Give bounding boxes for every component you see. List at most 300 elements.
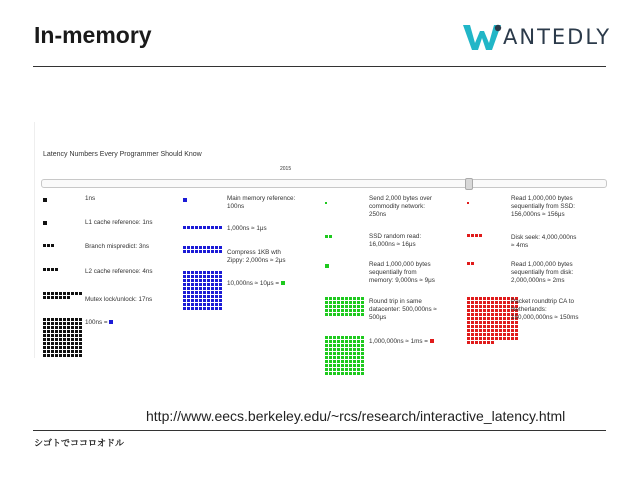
latency-cell (43, 330, 46, 333)
latency-cell (325, 356, 328, 359)
latency-cell (357, 360, 360, 363)
latency-cell (63, 350, 66, 353)
latency-cell (211, 271, 214, 274)
latency-cell (491, 341, 494, 344)
latency-cell (207, 275, 210, 278)
latency-cell (47, 334, 50, 337)
latency-cell (345, 348, 348, 351)
latency-cell (211, 246, 214, 249)
latency-cell (333, 360, 336, 363)
latency-cell (471, 297, 474, 300)
latency-cell (329, 301, 332, 304)
latency-cell (211, 275, 214, 278)
latency-cell (183, 295, 186, 298)
latency-cell (191, 307, 194, 310)
latency-cell (43, 326, 46, 329)
latency-cell (515, 329, 518, 332)
latency-cell (187, 299, 190, 302)
latency-cell (361, 309, 364, 312)
latency-cell (59, 346, 62, 349)
latency-cell (341, 301, 344, 304)
block-l2-cache (43, 268, 58, 271)
year-slider[interactable] (41, 179, 607, 188)
latency-cell (59, 296, 62, 299)
latency-cell (361, 301, 364, 304)
latency-cell (43, 334, 46, 337)
latency-cell (183, 246, 186, 249)
latency-cell (515, 325, 518, 328)
latency-cell (333, 352, 336, 355)
latency-cell (503, 301, 506, 304)
latency-cell (345, 372, 348, 375)
block-10us (183, 271, 222, 310)
latency-cell (345, 344, 348, 347)
label-mutex: Mutex lock/unlock: 17ns (85, 296, 153, 303)
latency-cell (487, 313, 490, 316)
year-slider-thumb[interactable] (465, 178, 473, 190)
latency-cell (79, 330, 82, 333)
latency-cell (337, 348, 340, 351)
latency-cell (71, 334, 74, 337)
latency-cell (183, 307, 186, 310)
latency-cell (63, 292, 66, 295)
latency-cell (503, 325, 506, 328)
latency-cell (507, 325, 510, 328)
latency-cell (353, 305, 356, 308)
latency-cell (59, 334, 62, 337)
latency-cell (357, 313, 360, 316)
latency-cell (491, 325, 494, 328)
latency-cell (341, 368, 344, 371)
latency-cell (329, 348, 332, 351)
label-ssd-random: SSD random read: 16,000ns ≈ 16μs (369, 233, 422, 248)
latency-cell (467, 325, 470, 328)
latency-cell (467, 329, 470, 332)
latency-cell (43, 338, 46, 341)
latency-cell (195, 303, 198, 306)
latency-cell (475, 333, 478, 336)
latency-cell (467, 234, 470, 237)
latency-cell (361, 364, 364, 367)
latency-cell (219, 275, 222, 278)
block-1us (183, 226, 222, 229)
top-divider (33, 66, 606, 67)
latency-cell (195, 250, 198, 253)
latency-cell (345, 364, 348, 367)
latency-screenshot (34, 122, 606, 358)
latency-cell (353, 368, 356, 371)
latency-cell (207, 295, 210, 298)
latency-cell (63, 338, 66, 341)
latency-cell (75, 346, 78, 349)
latency-cell (341, 364, 344, 367)
latency-cell (183, 299, 186, 302)
latency-cell (51, 244, 54, 247)
latency-cell (341, 297, 344, 300)
latency-cell (503, 317, 506, 320)
latency-cell (475, 325, 478, 328)
latency-cell (345, 352, 348, 355)
latency-cell (325, 336, 328, 339)
latency-cell (341, 305, 344, 308)
latency-cell (487, 321, 490, 324)
latency-cell (59, 330, 62, 333)
latency-cell (67, 354, 70, 357)
latency-cell (187, 283, 190, 286)
latency-cell (47, 342, 50, 345)
latency-cell (75, 318, 78, 321)
latency-cell (79, 342, 82, 345)
latency-cell (345, 356, 348, 359)
latency-cell (337, 301, 340, 304)
latency-cell (199, 295, 202, 298)
source-link[interactable]: http://www.eecs.berkeley.edu/~rcs/research/interactive_latency.html (146, 408, 566, 424)
latency-cell (203, 279, 206, 282)
latency-cell (357, 368, 360, 371)
latency-cell (187, 250, 190, 253)
latency-cell (55, 326, 58, 329)
latency-cell (357, 301, 360, 304)
latency-cell (75, 338, 78, 341)
wantedly-w-icon (463, 23, 503, 51)
latency-cell (199, 271, 202, 274)
label-1us: 1,000ns ≈ 1μs (227, 225, 267, 232)
latency-cell (51, 268, 54, 271)
latency-cell (199, 307, 202, 310)
latency-cell (467, 305, 470, 308)
latency-cell (353, 340, 356, 343)
latency-cell (55, 338, 58, 341)
latency-cell (475, 297, 478, 300)
latency-cell (325, 364, 328, 367)
latency-cell (187, 271, 190, 274)
latency-cell (333, 340, 336, 343)
latency-cell (79, 354, 82, 357)
latency-cell (467, 301, 470, 304)
label-l1-cache: L1 cache reference: 1ns (85, 219, 153, 226)
latency-cell (345, 309, 348, 312)
block-1ns (43, 198, 47, 202)
latency-cell (55, 296, 58, 299)
latency-cell (507, 305, 510, 308)
latency-cell (191, 246, 194, 249)
latency-cell (67, 296, 70, 299)
latency-cell (341, 336, 344, 339)
latency-cell (325, 340, 328, 343)
latency-cell (499, 297, 502, 300)
latency-cell (349, 297, 352, 300)
latency-cell (341, 372, 344, 375)
block-ssd-random (325, 235, 332, 238)
latency-cell (507, 329, 510, 332)
latency-cell (483, 329, 486, 332)
latency-cell (211, 279, 214, 282)
latency-cell (199, 291, 202, 294)
latency-cell (55, 330, 58, 333)
latency-cell (187, 287, 190, 290)
latency-cell (47, 244, 50, 247)
latency-cell (495, 317, 498, 320)
latency-cell (67, 342, 70, 345)
latency-cell (203, 291, 206, 294)
latency-cell (475, 301, 478, 304)
latency-cell (475, 234, 478, 237)
latency-cell (357, 309, 360, 312)
latency-cell (337, 340, 340, 343)
label-ssd-sequential: Read 1,000,000 bytes sequentially from SSD: 156,000ns ≈ 156μs (511, 195, 576, 218)
latency-cell (75, 350, 78, 353)
latency-cell (345, 360, 348, 363)
label-10us (227, 280, 285, 288)
block-l1-cache (43, 221, 47, 225)
latency-cell (191, 275, 194, 278)
latency-cell (337, 344, 340, 347)
legend-green-square (281, 281, 285, 285)
latency-cell (341, 360, 344, 363)
latency-cell (349, 364, 352, 367)
latency-cell (191, 291, 194, 294)
latency-cell (43, 296, 46, 299)
latency-cell (51, 322, 54, 325)
latency-cell (337, 336, 340, 339)
latency-cell (195, 295, 198, 298)
latency-cell (203, 299, 206, 302)
latency-cell (337, 356, 340, 359)
latency-cell (491, 297, 494, 300)
latency-cell (471, 317, 474, 320)
latency-cell (341, 313, 344, 316)
latency-cell (353, 313, 356, 316)
latency-cell (337, 368, 340, 371)
latency-cell (353, 352, 356, 355)
latency-cell (349, 356, 352, 359)
latency-cell (183, 226, 186, 229)
latency-cell (503, 321, 506, 324)
latency-cell (471, 333, 474, 336)
latency-cell (333, 344, 336, 347)
label-100ns-text: 100ns = (85, 319, 110, 326)
latency-cell (325, 297, 328, 300)
latency-cell (219, 279, 222, 282)
latency-cell (349, 340, 352, 343)
latency-cell (491, 317, 494, 320)
latency-cell (71, 330, 74, 333)
label-branch-mispredict: Branch mispredict: 3ns (85, 243, 150, 250)
latency-cell (337, 309, 340, 312)
latency-cell (325, 313, 328, 316)
latency-cell (219, 283, 222, 286)
latency-cell (215, 250, 218, 253)
latency-cell (491, 321, 494, 324)
latency-cell (475, 313, 478, 316)
latency-cell (207, 279, 210, 282)
latency-cell (203, 246, 206, 249)
latency-cell (211, 250, 214, 253)
latency-cell (471, 337, 474, 340)
latency-cell (507, 313, 510, 316)
latency-cell (63, 334, 66, 337)
latency-cell (499, 301, 502, 304)
latency-cell (499, 321, 502, 324)
latency-cell (467, 317, 470, 320)
label-10us-text: 10,000ns ≈ 10μs = (227, 280, 281, 287)
latency-cell (71, 326, 74, 329)
latency-cell (195, 307, 198, 310)
latency-cell (187, 275, 190, 278)
latency-cell (59, 354, 62, 357)
latency-cell (195, 299, 198, 302)
latency-cell (491, 301, 494, 304)
latency-cell (495, 313, 498, 316)
latency-cell (491, 329, 494, 332)
legend-blue-square (109, 320, 113, 324)
latency-cell (361, 344, 364, 347)
latency-cell (199, 226, 202, 229)
latency-cell (211, 303, 214, 306)
latency-cell (51, 350, 54, 353)
latency-cell (199, 275, 202, 278)
latency-cell (67, 350, 70, 353)
latency-cell (329, 336, 332, 339)
latency-cell (325, 344, 328, 347)
latency-cell (345, 297, 348, 300)
latency-cell (357, 356, 360, 359)
latency-cell (499, 337, 502, 340)
latency-cell (511, 337, 514, 340)
latency-cell (479, 341, 482, 344)
latency-cell (341, 352, 344, 355)
latency-cell (341, 348, 344, 351)
latency-cell (487, 317, 490, 320)
latency-cell (467, 333, 470, 336)
latency-cell (479, 317, 482, 320)
latency-cell (55, 268, 58, 271)
latency-cell (59, 326, 62, 329)
latency-cell (353, 348, 356, 351)
latency-cell (495, 301, 498, 304)
latency-cell (361, 360, 364, 363)
latency-cell (515, 333, 518, 336)
block-mutex (43, 292, 82, 299)
label-disk-read: Read 1,000,000 bytes sequentially from disk: 2,000,000ns ≈ 2ms (511, 261, 574, 284)
latency-cell (333, 297, 336, 300)
latency-cell (207, 299, 210, 302)
block-zippy (183, 246, 222, 253)
latency-cell (215, 291, 218, 294)
latency-cell (187, 307, 190, 310)
latency-cell (199, 279, 202, 282)
latency-cell (215, 299, 218, 302)
latency-cell (333, 348, 336, 351)
latency-cell (361, 340, 364, 343)
latency-cell (337, 352, 340, 355)
latency-cell (479, 301, 482, 304)
latency-cell (329, 360, 332, 363)
latency-cell (43, 244, 46, 247)
latency-cell (349, 368, 352, 371)
latency-cell (483, 297, 486, 300)
label-packet-roundtrip: Packet roundtrip CA to Netherlands: 150,000,000ns ≈ 150ms (511, 298, 579, 321)
latency-cell (487, 325, 490, 328)
latency-cell (333, 364, 336, 367)
latency-cell (207, 271, 210, 274)
latency-cell (55, 292, 58, 295)
block-read-memory (325, 264, 329, 268)
latency-cell (349, 336, 352, 339)
latency-cell (187, 291, 190, 294)
latency-cell (329, 340, 332, 343)
latency-cell (63, 296, 66, 299)
latency-cell (75, 326, 78, 329)
latency-cell (349, 309, 352, 312)
latency-cell (333, 368, 336, 371)
latency-cell (361, 352, 364, 355)
latency-cell (47, 354, 50, 357)
latency-cell (195, 246, 198, 249)
latency-cell (471, 329, 474, 332)
latency-cell (467, 337, 470, 340)
latency-cell (341, 344, 344, 347)
latency-cell (345, 305, 348, 308)
latency-cell (353, 297, 356, 300)
latency-cell (325, 309, 328, 312)
latency-cell (341, 340, 344, 343)
label-datacenter-roundtrip: Round trip in same datacenter: 500,000ns ≈ 500μs (369, 298, 437, 321)
brand-name: ANTEDLY (503, 25, 612, 49)
latency-cell (329, 309, 332, 312)
latency-cell (349, 305, 352, 308)
latency-cell (67, 318, 70, 321)
label-l2-cache: L2 cache reference: 4ns (85, 268, 153, 275)
latency-cell (353, 309, 356, 312)
latency-cell (499, 317, 502, 320)
latency-cell (361, 368, 364, 371)
latency-cell (333, 313, 336, 316)
latency-cell (211, 226, 214, 229)
latency-cell (79, 318, 82, 321)
latency-cell (499, 333, 502, 336)
latency-cell (329, 368, 332, 371)
latency-cell (353, 301, 356, 304)
latency-cell (511, 333, 514, 336)
latency-cell (495, 337, 498, 340)
latency-cell (187, 303, 190, 306)
latency-cell (183, 303, 186, 306)
latency-cell (187, 246, 190, 249)
block-network-send (325, 202, 327, 204)
latency-cell (55, 318, 58, 321)
latency-cell (75, 322, 78, 325)
latency-cell (467, 321, 470, 324)
latency-cell (487, 329, 490, 332)
latency-cell (357, 364, 360, 367)
latency-cell (329, 313, 332, 316)
latency-cell (467, 309, 470, 312)
latency-cell (357, 372, 360, 375)
latency-cell (487, 297, 490, 300)
latency-cell (361, 356, 364, 359)
latency-cell (47, 346, 50, 349)
latency-cell (203, 226, 206, 229)
latency-cell (215, 246, 218, 249)
latency-cell (67, 330, 70, 333)
latency-cell (207, 246, 210, 249)
latency-cell (47, 296, 50, 299)
latency-cell (345, 313, 348, 316)
latency-cell (479, 234, 482, 237)
latency-cell (333, 305, 336, 308)
latency-cell (333, 372, 336, 375)
